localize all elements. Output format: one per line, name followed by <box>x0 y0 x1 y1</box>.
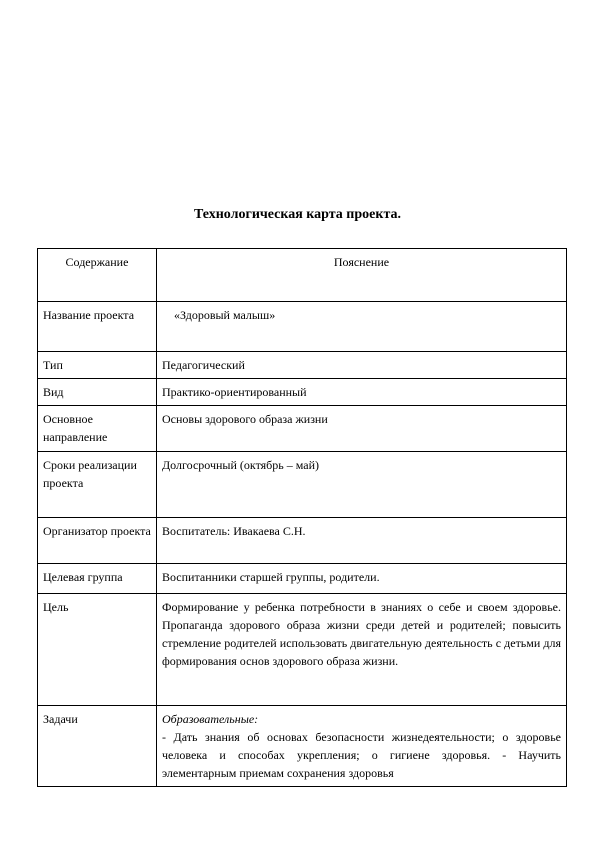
table-row <box>38 564 567 594</box>
table-row <box>38 302 567 352</box>
row-value-terms: Долгосрочный (октябрь – май) <box>157 452 567 518</box>
row-value-direction: Основы здорового образа жизни <box>157 406 567 452</box>
header-content: Содержание <box>38 249 157 302</box>
row-value-type: Педагогический <box>157 352 567 379</box>
row-label-name: Название проекта <box>38 302 157 352</box>
row-label-kind: Вид <box>38 379 157 406</box>
tasks-text: - Дать знания об основах безопасности жизнедеятельности; о здоровье человека и способах укрепления; о гигиене здоровья. - Научить элементарным приемам сохранения здоровья <box>162 730 561 780</box>
header-explanation: Пояснение <box>157 249 567 302</box>
row-label-goal: Цель <box>38 594 157 706</box>
table-row <box>38 594 567 706</box>
row-label-tasks: Задачи <box>38 706 157 787</box>
project-name-value: «Здоровый малыш» <box>174 308 276 322</box>
row-label-target-group: Целевая группа <box>38 564 157 594</box>
table-row <box>38 379 567 406</box>
tasks-subheading: Образовательные: <box>162 712 259 726</box>
row-value-kind: Практико-ориентированный <box>157 379 567 406</box>
project-map-table <box>37 248 567 787</box>
row-label-type: Тип <box>38 352 157 379</box>
page-title: Технологическая карта проекта. <box>193 207 401 222</box>
table-row <box>38 706 567 787</box>
row-value-target-group: Воспитанники старшей группы, родители. <box>157 564 567 594</box>
table-row <box>38 352 567 379</box>
row-value-organizer: Воспитатель: Ивакаева С.Н. <box>157 518 567 564</box>
row-label-terms: Сроки реализации проекта <box>38 452 157 518</box>
row-value-name <box>157 302 567 352</box>
row-label-direction: Основное направление <box>38 406 157 452</box>
row-value-tasks <box>157 706 567 787</box>
table-row <box>38 406 567 452</box>
table-row <box>38 452 567 518</box>
row-label-organizer: Организатор проекта <box>38 518 157 564</box>
table-row <box>38 518 567 564</box>
table-header-row <box>38 249 567 302</box>
row-value-goal: Формирование у ребенка потребности в знаниях о себе и своем здоровье. Пропаганда здорового образа жизни среди детей и родителей; повысить стремление родителей использовать двигательную деятельность с детьми для формирования основ здорового образа жизни. <box>157 594 567 706</box>
